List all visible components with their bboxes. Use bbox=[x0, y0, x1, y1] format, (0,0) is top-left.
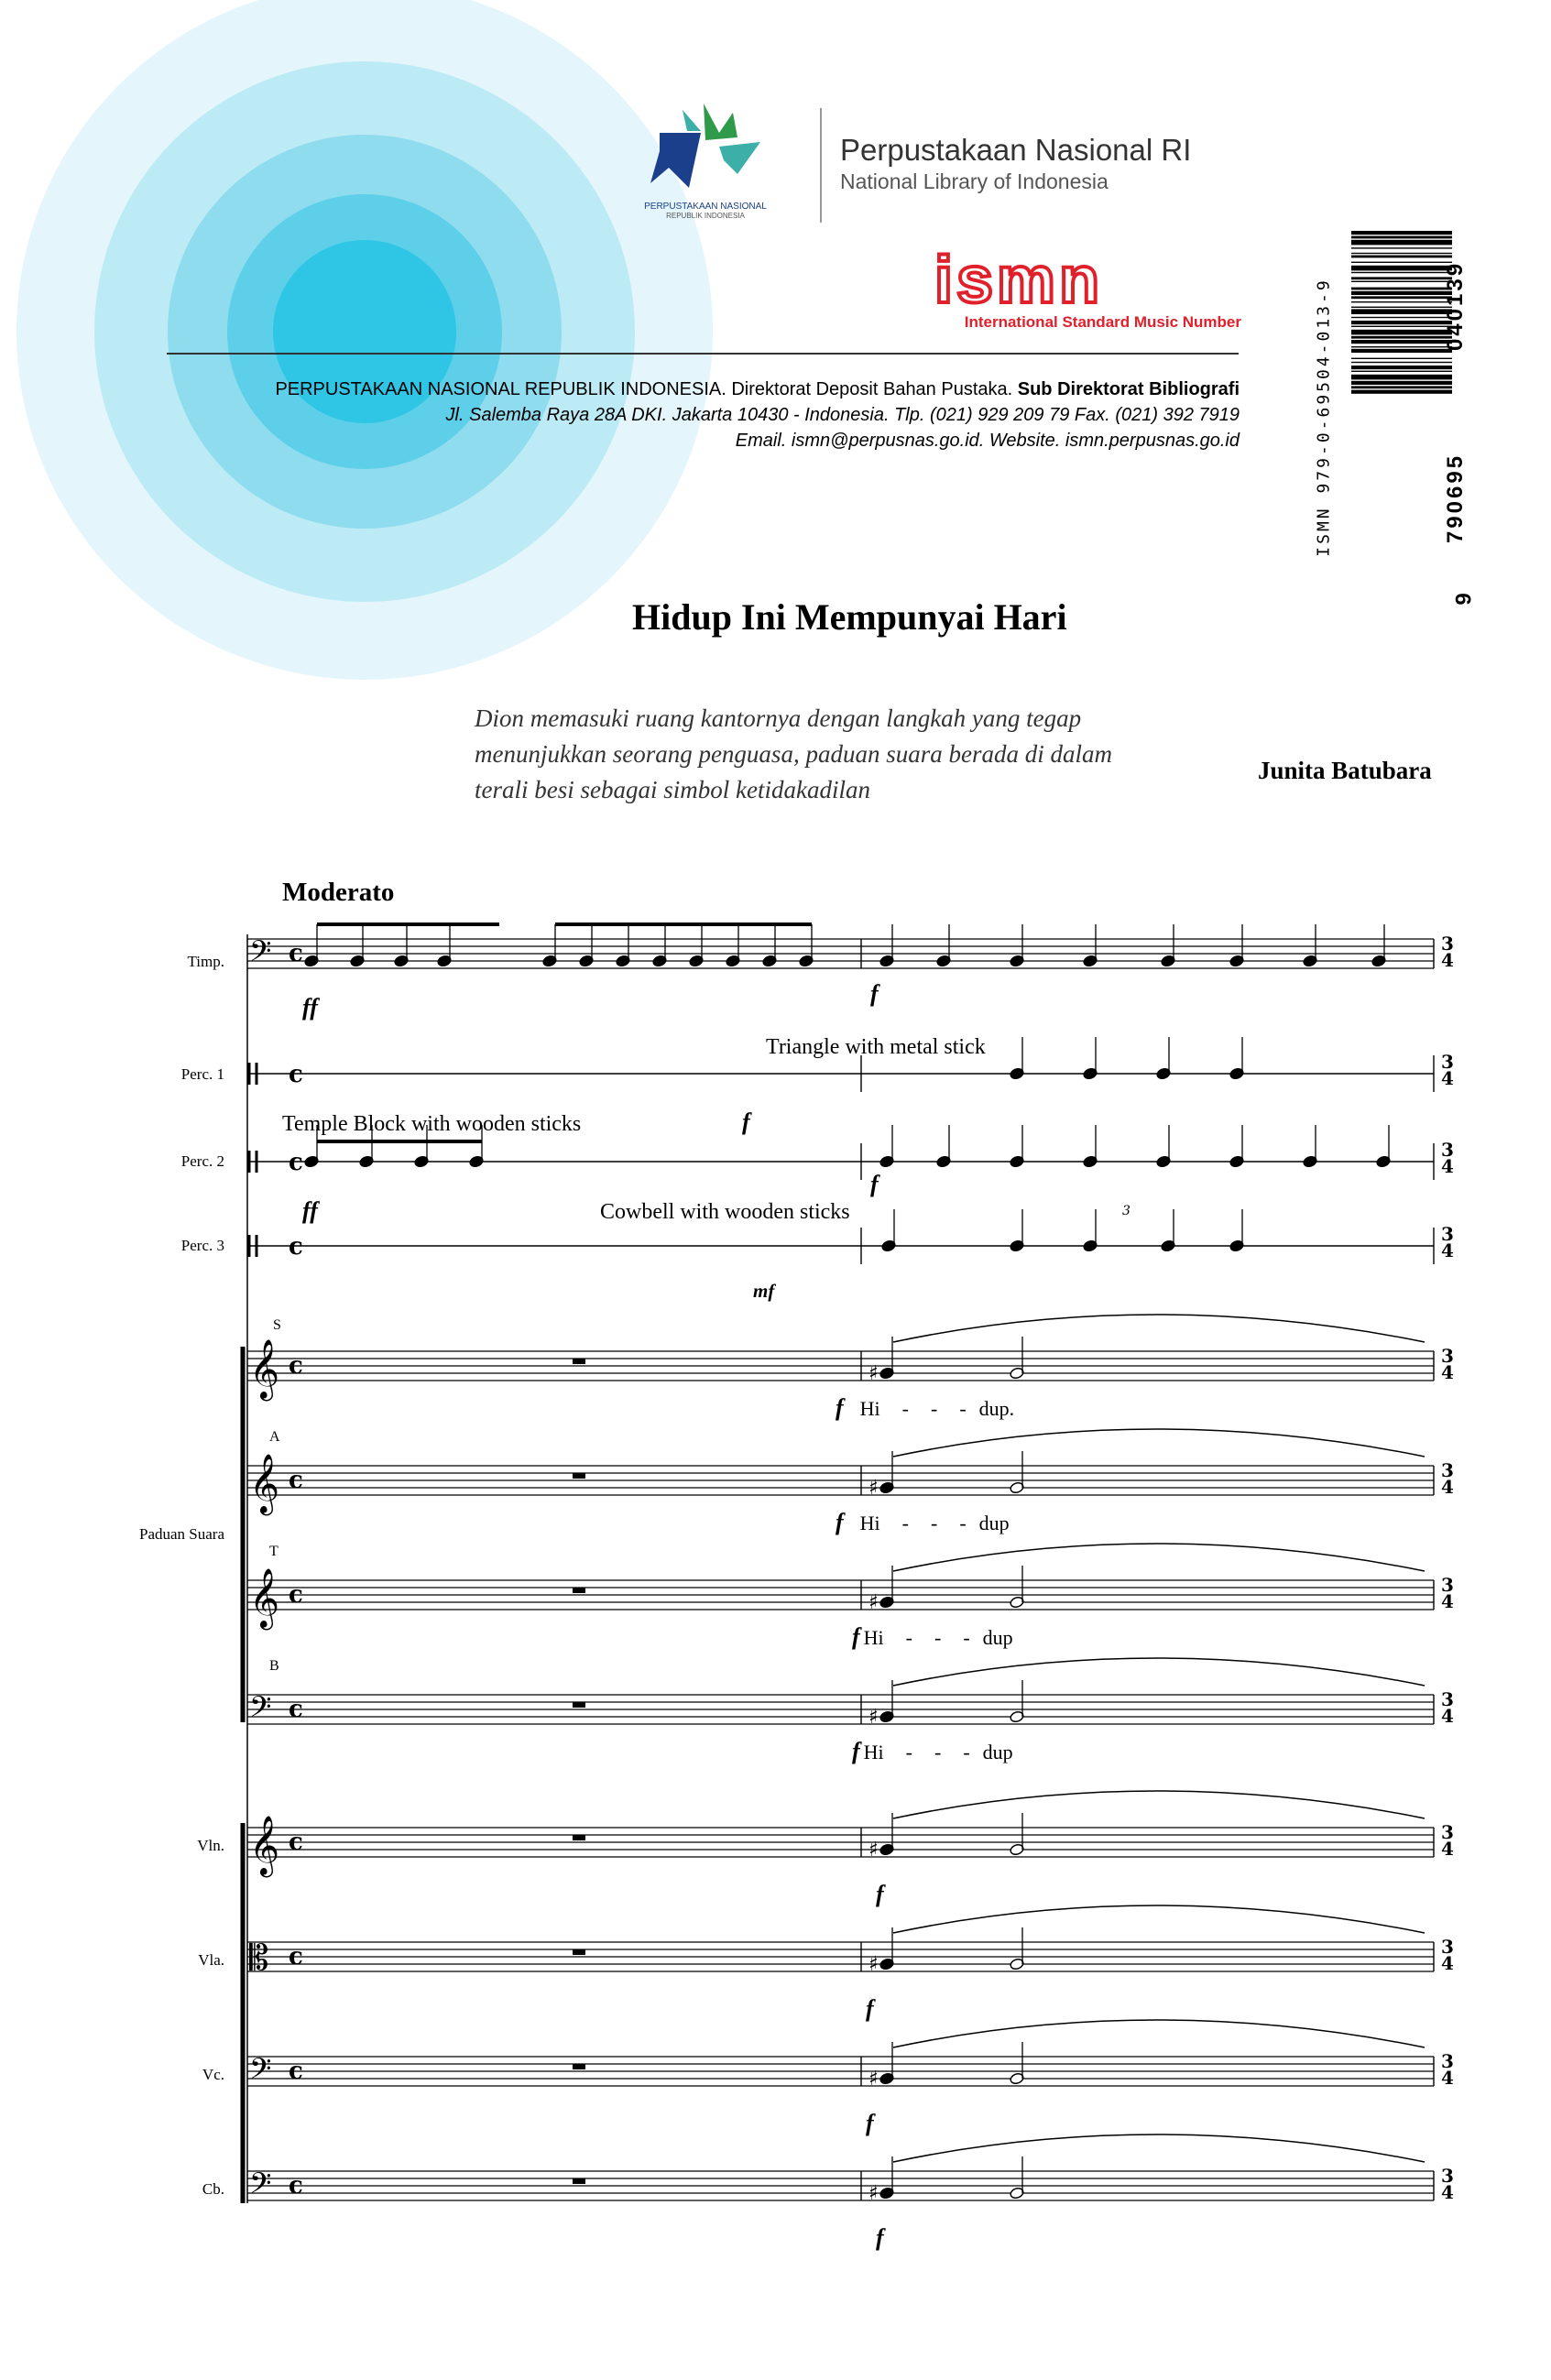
instrument-label-vla: Vla. bbox=[198, 1951, 224, 1969]
lyric-dash: - bbox=[905, 1626, 912, 1649]
string-staff-2-timesig-bottom: 4 bbox=[1441, 2067, 1454, 2089]
choir-staff-2-slur bbox=[893, 1544, 1425, 1571]
description-line: menunjukkan seorang penguasa, paduan suara berada di dalam bbox=[475, 740, 1112, 768]
subdirectorate: Sub Direktorat Bibliografi bbox=[1017, 379, 1240, 399]
string-staff-0-slur bbox=[893, 1791, 1425, 1818]
alto-clef-icon: 𝄡 bbox=[249, 1938, 269, 1978]
timp-timesig-bottom: 4 bbox=[1441, 949, 1454, 971]
lyric-dash: - bbox=[959, 1512, 967, 1534]
org-name: PERPUSTAKAAN NASIONAL REPUBLIK INDONESIA. bbox=[275, 379, 726, 399]
dynamic-f-timp: f bbox=[870, 980, 879, 1007]
bass-clef-icon: 𝄢 bbox=[249, 1690, 272, 1730]
tuplet-number: 3 bbox=[1122, 1204, 1130, 1218]
whole-rest-icon bbox=[573, 2064, 585, 2069]
string-staff-3-sharp-icon: ♯ bbox=[868, 2182, 879, 2205]
barcode-digit-first: 9 bbox=[1451, 593, 1477, 606]
treble-clef-icon: 𝄞 bbox=[249, 1568, 280, 1628]
dynamic-f-bass: f bbox=[852, 1738, 860, 1764]
voice-label-a: A bbox=[269, 1429, 280, 1445]
string-staff-3-slur bbox=[893, 2134, 1425, 2162]
dynamic-f-perc2: f bbox=[870, 1171, 879, 1197]
choir-staff-0-timesig-top: 3 bbox=[1441, 1345, 1454, 1367]
annotation-temple-block: Temple Block with wooden sticks bbox=[282, 1112, 582, 1136]
string-staff-1-sharp-icon: ♯ bbox=[868, 1953, 879, 1976]
lyric-dash: - bbox=[963, 1741, 970, 1763]
dynamic-f-perc1: f bbox=[742, 1108, 750, 1135]
dynamic-f-soprano: f bbox=[836, 1394, 844, 1421]
timp-timesig-top: 3 bbox=[1441, 933, 1454, 955]
whole-rest-icon bbox=[573, 1702, 585, 1708]
string-staff-2-common-time-icon: c bbox=[289, 2058, 303, 2085]
treble-clef-icon: 𝄞 bbox=[249, 1454, 280, 1513]
voice-label-b: B bbox=[269, 1658, 279, 1674]
description-line: Dion memasuki ruang kantornya dengan langkah yang tegap bbox=[475, 704, 1082, 732]
lyric-dup: dup bbox=[982, 1741, 1013, 1763]
instrument-label-cb: Cb. bbox=[202, 2180, 224, 2198]
logo-caption: PERPUSTAKAAN NASIONAL bbox=[644, 202, 767, 212]
dynamic-f-vln: f bbox=[876, 1881, 884, 1907]
string-staff-0-common-time-icon: c bbox=[289, 1829, 303, 1856]
lyric-hi: Hi bbox=[859, 1397, 880, 1420]
lyric-dash: - bbox=[931, 1397, 938, 1420]
choir-staff-1-slur bbox=[893, 1429, 1425, 1457]
lyrics-bass bbox=[852, 1738, 1013, 1765]
lyric-hi: Hi bbox=[863, 1741, 884, 1763]
lyric-dup: dup. bbox=[978, 1397, 1015, 1420]
string-staff-2-timesig-top: 3 bbox=[1441, 2050, 1454, 2072]
choir-staff-3-common-time-icon: c bbox=[289, 1696, 303, 1723]
lyric-dash: - bbox=[959, 1397, 967, 1420]
contact-line: Email. ismn@perpusnas.go.id. Website. ismn.perpusnas.go.id bbox=[735, 431, 1240, 451]
instrument-label-perc3: Perc. 3 bbox=[180, 1237, 224, 1254]
lyric-dash: - bbox=[931, 1512, 938, 1534]
barcode-digits-group2: 040139 bbox=[1443, 260, 1469, 352]
string-staff-0-sharp-icon: ♯ bbox=[868, 1839, 879, 1861]
lyric-dash: - bbox=[905, 1741, 912, 1763]
lyric-dup: dup bbox=[978, 1512, 1010, 1534]
lyric-hi: Hi bbox=[863, 1626, 884, 1649]
library-name: Perpustakaan Nasional RI bbox=[840, 133, 1192, 167]
lyrics-tenor bbox=[852, 1623, 1013, 1651]
string-staff-1-timesig-top: 3 bbox=[1441, 1936, 1454, 1958]
perc3-timesig-top: 3 bbox=[1441, 1223, 1454, 1245]
description-line: terali besi sebagai simbol ketidakadilan bbox=[475, 776, 870, 803]
common-time-icon: c bbox=[289, 940, 303, 967]
dynamic-ff-timp: ff bbox=[302, 994, 318, 1021]
whole-rest-icon bbox=[573, 1588, 585, 1593]
perc2-timesig-top: 3 bbox=[1441, 1139, 1454, 1161]
lyric-dup: dup bbox=[982, 1626, 1013, 1649]
lyrics-alto bbox=[836, 1509, 1010, 1536]
bass-clef-icon: 𝄢 bbox=[249, 934, 272, 975]
perc1-timesig-bottom: 4 bbox=[1441, 1067, 1454, 1089]
lyric-dash: - bbox=[934, 1741, 942, 1763]
lyrics-soprano bbox=[836, 1394, 1014, 1422]
bass-clef-icon: 𝄢 bbox=[249, 2052, 272, 2092]
treble-clef-icon: 𝄞 bbox=[249, 1339, 280, 1399]
whole-rest-icon bbox=[573, 1949, 585, 1955]
choir-staff-0-common-time-icon: c bbox=[289, 1352, 303, 1380]
piece-title: Hidup Ini Mempunyai Hari bbox=[632, 596, 1067, 638]
treble-clef-icon: 𝄞 bbox=[249, 1816, 280, 1875]
dynamic-f-alto: f bbox=[836, 1509, 844, 1535]
ismn-subtitle: International Standard Music Number bbox=[964, 313, 1241, 331]
choir-staff-2-common-time-icon: c bbox=[289, 1581, 303, 1609]
whole-rest-icon bbox=[573, 1835, 585, 1840]
library-subtitle: National Library of Indonesia bbox=[840, 169, 1109, 193]
choir-staff-1-timesig-top: 3 bbox=[1441, 1459, 1454, 1481]
perc3-common-time-icon: c bbox=[289, 1233, 303, 1261]
instrument-label-perc1: Perc. 1 bbox=[180, 1065, 224, 1083]
whole-rest-icon bbox=[573, 1473, 585, 1479]
voice-label-s: S bbox=[273, 1317, 281, 1333]
string-staff-0-timesig-bottom: 4 bbox=[1441, 1838, 1454, 1860]
choir-staff-1-timesig-bottom: 4 bbox=[1441, 1476, 1454, 1498]
choir-staff-3-sharp-icon: ♯ bbox=[868, 1706, 879, 1729]
choir-staff-2-timesig-bottom: 4 bbox=[1441, 1590, 1454, 1612]
choir-staff-1-common-time-icon: c bbox=[289, 1467, 303, 1494]
annotation-triangle: Triangle with metal stick bbox=[766, 1035, 986, 1059]
choir-staff-0-sharp-icon: ♯ bbox=[868, 1362, 879, 1385]
choir-staff-2-sharp-icon: ♯ bbox=[868, 1591, 879, 1614]
barcode-digits-group1: 790695 bbox=[1443, 453, 1469, 544]
choir-staff-3-timesig-top: 3 bbox=[1441, 1688, 1454, 1710]
lyric-dash: - bbox=[901, 1397, 909, 1420]
choir-staff-1-sharp-icon: ♯ bbox=[868, 1477, 879, 1500]
tempo-marking: Moderato bbox=[282, 878, 395, 907]
ismn-logo-text: ismn bbox=[934, 244, 1104, 317]
string-staff-2-sharp-icon: ♯ bbox=[868, 2068, 879, 2091]
instrument-label-perc2: Perc. 2 bbox=[180, 1152, 224, 1170]
perc1-timesig-top: 3 bbox=[1441, 1051, 1454, 1073]
choir-staff-2-timesig-top: 3 bbox=[1441, 1574, 1454, 1596]
string-staff-3-timesig-bottom: 4 bbox=[1441, 2181, 1454, 2203]
address-line: Jl. Salemba Raya 28A DKI. Jakarta 10430 - Indonesia. Tlp. (021) 929 209 79 Fax. (021) 392 7919 bbox=[445, 405, 1240, 425]
choir-staff-0-slur bbox=[893, 1315, 1425, 1342]
dynamic-f-tenor: f bbox=[852, 1623, 860, 1650]
string-staff-0-timesig-top: 3 bbox=[1441, 1821, 1454, 1843]
perc3-timesig-bottom: 4 bbox=[1441, 1239, 1454, 1261]
dynamic-ff-perc2: ff bbox=[302, 1197, 318, 1224]
composer: Junita Batubara bbox=[1258, 757, 1432, 784]
string-staff-2-slur bbox=[893, 2020, 1425, 2047]
string-staff-3-common-time-icon: c bbox=[289, 2172, 303, 2200]
voice-label-t: T bbox=[269, 1544, 279, 1559]
annotation-cowbell: Cowbell with wooden sticks bbox=[600, 1200, 850, 1224]
whole-rest-icon bbox=[573, 1359, 585, 1364]
choir-staff-3-slur bbox=[893, 1658, 1425, 1686]
string-staff-1-slur bbox=[893, 1905, 1425, 1933]
perc2-timesig-bottom: 4 bbox=[1441, 1155, 1454, 1177]
bass-clef-icon: 𝄢 bbox=[249, 2167, 272, 2207]
string-staff-1-timesig-bottom: 4 bbox=[1441, 1952, 1454, 1974]
choir-staff-3-timesig-bottom: 4 bbox=[1441, 1705, 1454, 1727]
dynamic-f-cb: f bbox=[876, 2224, 884, 2251]
instrument-label-timp: Timp. bbox=[187, 953, 224, 970]
logo-subcaption: REPUBLIK INDONESIA bbox=[666, 212, 745, 220]
lyric-hi: Hi bbox=[859, 1512, 880, 1534]
dynamic-f-vla: f bbox=[866, 1995, 874, 2022]
perc1-common-time-icon: c bbox=[289, 1061, 303, 1088]
instrument-label-vln: Vln. bbox=[197, 1837, 224, 1854]
directorate: Direktorat Deposit Bahan Pustaka. bbox=[731, 379, 1013, 399]
lyric-dash: - bbox=[901, 1512, 909, 1534]
choir-staff-0-timesig-bottom: 4 bbox=[1441, 1361, 1454, 1383]
perc2-common-time-icon: c bbox=[289, 1149, 303, 1176]
lyric-dash: - bbox=[963, 1626, 970, 1649]
dynamic-mf-perc3: mf bbox=[753, 1280, 775, 1302]
whole-rest-icon bbox=[573, 2178, 585, 2184]
string-staff-3-timesig-top: 3 bbox=[1441, 2165, 1454, 2187]
lyric-dash: - bbox=[934, 1626, 942, 1649]
barcode-ismn-label: ISMN 979-0-69504-013-9 bbox=[1314, 278, 1334, 557]
string-staff-1-common-time-icon: c bbox=[289, 1943, 303, 1971]
dynamic-f-vc: f bbox=[866, 2110, 874, 2136]
group-label-choir: Paduan Suara bbox=[138, 1525, 224, 1543]
instrument-label-vc: Vc. bbox=[202, 2066, 224, 2083]
